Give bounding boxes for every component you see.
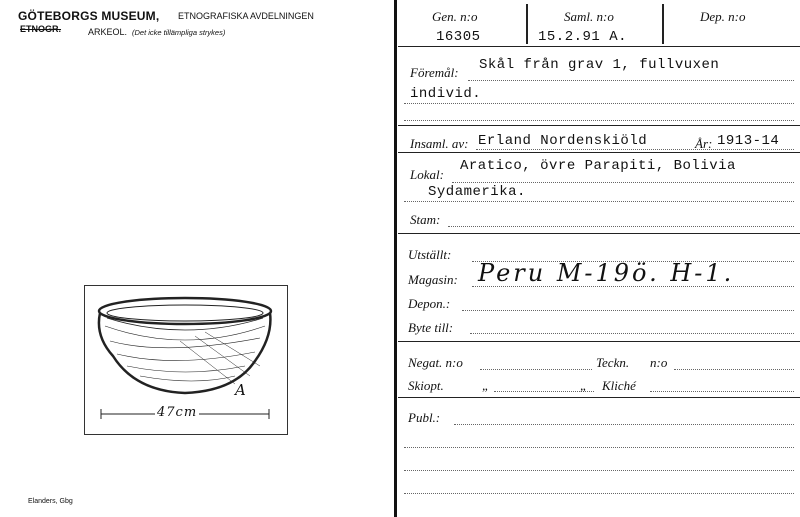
lokal-line-1	[452, 182, 794, 183]
ar-value: 1913-14	[717, 133, 780, 149]
museum-name: GÖTEBORGS MUSEUM,	[18, 9, 160, 23]
publ-line-3	[404, 470, 794, 471]
archaeology-label: ARKEOL.	[88, 27, 128, 37]
magasin-handwritten: Peru M-19ö. H-1.	[478, 259, 735, 287]
strike-note: (Det icke tillämpliga strykes)	[132, 28, 226, 37]
teckn-no-label: n:o	[650, 355, 668, 370]
negat-line	[480, 369, 592, 370]
publ-line-2	[404, 447, 794, 448]
insaml-label: Insaml. av:	[410, 136, 469, 151]
lokal-value-line2: Sydamerika.	[428, 184, 526, 200]
byte-label: Byte till:	[408, 320, 454, 335]
saml-value: 15.2.91 A.	[538, 29, 628, 45]
kliche-ditto-marks: „	[580, 378, 588, 393]
depon-line	[462, 310, 794, 311]
rule-insaml	[398, 152, 800, 153]
kliche-label: Kliché	[602, 378, 636, 393]
insaml-line	[476, 149, 794, 150]
lokal-value-line1: Aratico, övre Parapiti, Bolivia	[460, 158, 736, 174]
lokal-line-2	[404, 201, 794, 202]
rule-stam	[398, 233, 800, 234]
kliche-line	[650, 391, 794, 392]
gen-value: 16305	[436, 29, 481, 45]
top-box-divider-2	[662, 4, 664, 44]
insaml-value: Erland Nordenskiöld	[478, 133, 648, 149]
stam-line	[448, 226, 794, 227]
publ-line-1	[454, 424, 794, 425]
foremal-line-2	[404, 103, 794, 104]
teckn-line	[674, 369, 794, 370]
foremal-value-line2: individ.	[410, 86, 482, 102]
negat-label: Negat. n:o	[408, 355, 463, 370]
rule-skiopt	[398, 397, 800, 398]
rule-top	[398, 46, 800, 47]
teckn-label: Teckn.	[596, 355, 630, 370]
magasin-label: Magasin:	[408, 272, 458, 287]
ar-label: År:	[695, 136, 713, 151]
bowl-drawing-frame	[84, 285, 288, 435]
skiopt-line	[494, 391, 594, 392]
printer-mark: Elanders, Gbg	[28, 498, 73, 505]
publ-label: Publ.:	[408, 410, 441, 425]
depon-label: Depon.:	[408, 296, 451, 311]
foremal-line-1	[468, 80, 794, 81]
publ-line-4	[404, 493, 794, 494]
department-name: ETNOGRAFISKA AVDELNINGEN	[178, 11, 314, 21]
foremal-label: Föremål:	[410, 65, 459, 80]
lokal-label: Lokal:	[410, 167, 444, 182]
top-box-divider-1	[526, 4, 528, 44]
stam-label: Stam:	[410, 212, 441, 227]
rule-byte	[398, 341, 800, 342]
foremal-value-line1: Skål från grav 1, fullvuxen	[479, 57, 720, 73]
utstallt-label: Utställt:	[408, 247, 452, 262]
gen-label: Gen. n:o	[432, 9, 478, 24]
skiopt-ditto-marks: „	[482, 378, 490, 393]
vertical-divider	[394, 0, 397, 517]
foremal-line-3	[404, 120, 794, 121]
magasin-line	[472, 286, 794, 287]
skiopt-label: Skiopt.	[408, 378, 444, 393]
drawing-scale: 47cm	[157, 405, 198, 420]
rule-foremal	[398, 125, 800, 126]
struck-etnogr-label: ETNOGR.	[20, 24, 62, 34]
saml-label: Saml. n:o	[564, 9, 614, 24]
byte-line	[470, 333, 794, 334]
drawing-letter: A	[235, 381, 246, 399]
dep-label: Dep. n:o	[700, 9, 746, 24]
